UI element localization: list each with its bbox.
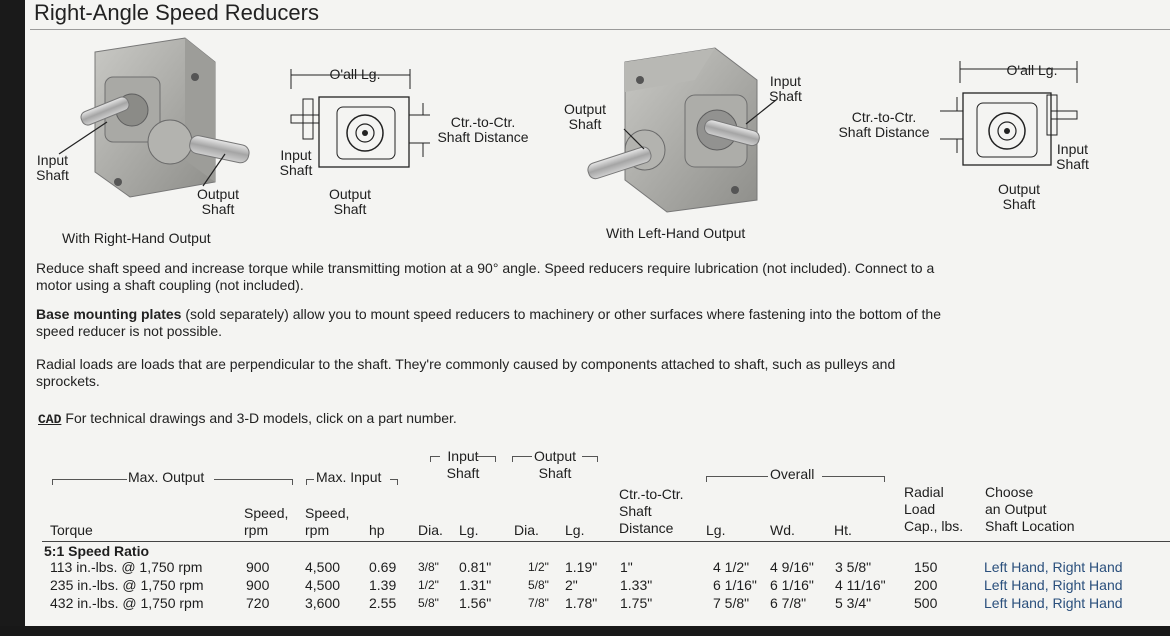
cad-note: CAD For technical drawings and 3-D models, click on a part number. — [38, 410, 457, 427]
row-3-wd: 6 7/8" — [770, 595, 807, 611]
schematic-left-oall-label: O'all Lg. — [1006, 62, 1058, 78]
schematic-left-output-label: Output Shaft — [997, 181, 1041, 212]
row-1-out-dia: 1/2" — [528, 560, 549, 574]
row-1-ht: 3 5/8" — [835, 559, 872, 575]
schematic-right-oall-label: O'all Lg. — [329, 66, 381, 82]
row-3-radial: 500 — [914, 595, 938, 611]
overall-header: Overall — [770, 466, 815, 482]
row-1-out-lg: 1.19" — [565, 559, 598, 575]
row-1-lg: 4 1/2" — [713, 559, 750, 575]
cad-icon: CAD — [38, 412, 62, 427]
row-2-out-lg: 2" — [565, 577, 578, 593]
description-lubrication: Reduce shaft speed and increase torque while transmitting motion at a 90° angle. Speed reducers require lubrication (not included). Connect to a motor using a shaft coupling (not included). — [36, 260, 935, 293]
row-3-out-lg: 1.78" — [565, 595, 598, 611]
row-2-out-speed: 900 — [246, 577, 270, 593]
row-1-in-dia: 3/8" — [418, 560, 439, 574]
photo-left-output-leader — [620, 125, 650, 155]
row-3-lg: 7 5/8" — [713, 595, 750, 611]
row-3-choose[interactable]: Left Hand, Right Hand — [984, 595, 1123, 611]
col-hp: hp — [369, 522, 385, 538]
max-output-group-rule-right — [214, 479, 292, 480]
col-overall-wd: Wd. — [770, 522, 795, 538]
col-choose-shaft: Choose an Output Shaft Location — [985, 484, 1075, 534]
row-1-choose[interactable]: Left Hand, Right Hand — [984, 559, 1123, 575]
output-shaft-header: Output Shaft — [533, 448, 577, 481]
col-output-dia: Dia. — [514, 522, 539, 538]
row-2-ctr: 1.33" — [620, 577, 653, 593]
photo-left-input-label: Input Shaft — [769, 73, 802, 104]
row-1-out-speed: 900 — [246, 559, 270, 575]
col-input-speed: Speed, rpm — [305, 505, 350, 538]
col-torque: Torque — [50, 522, 93, 538]
photo-right-output-label: Output Shaft — [196, 186, 240, 217]
photo-right-input-label: Input Shaft — [36, 152, 69, 183]
col-ctr-distance: Ctr.-to-Ctr. Shaft Distance — [619, 486, 684, 536]
left-hand-reducer-photo — [585, 40, 785, 220]
row-3-out-speed: 720 — [246, 595, 270, 611]
row-2-choose[interactable]: Left Hand, Right Hand — [984, 577, 1123, 593]
row-2-hp: 1.39 — [369, 577, 397, 593]
row-3-out-dia: 7/8" — [528, 596, 549, 610]
row-1-hp: 0.69 — [369, 559, 397, 575]
row-2-in-dia: 1/2" — [418, 578, 439, 592]
row-1-wd: 4 9/16" — [770, 559, 814, 575]
row-2-out-dia: 5/8" — [528, 578, 549, 592]
schematic-right-ctr-label: Ctr.-to-Ctr. Shaft Distance — [437, 114, 529, 145]
row-3-in-lg: 1.56" — [459, 595, 492, 611]
row-1-in-lg: 0.81" — [459, 559, 492, 575]
max-input-header: Max. Input — [316, 469, 382, 485]
photo-right-output-leader — [195, 150, 235, 190]
photo-left-output-label: Output Shaft — [563, 101, 607, 132]
row-1-in-speed: 4,500 — [305, 559, 341, 575]
row-2-radial: 200 — [914, 577, 938, 593]
row-1-ctr: 1" — [620, 559, 633, 575]
row-2-in-speed: 4,500 — [305, 577, 341, 593]
col-output-speed: Speed, rpm — [244, 505, 289, 538]
col-radial-load: Radial Load Cap., lbs. — [904, 484, 964, 534]
bottom-edge-bar — [0, 626, 1170, 636]
schematic-right-input-label: Input Shaft — [279, 147, 313, 178]
col-overall-ht: Ht. — [834, 522, 852, 538]
max-output-header: Max. Output — [128, 469, 205, 485]
left-edge-bar — [0, 0, 25, 636]
col-input-lg: Lg. — [459, 522, 479, 538]
max-output-group-rule-left — [52, 479, 127, 480]
row-3-ctr: 1.75" — [620, 595, 653, 611]
base-plates-link: Base mounting plates — [36, 306, 182, 322]
description-base-plates: Base mounting plates (sold separately) allow you to mount speed reducers to machinery or other surfaces where fastening into the bottom of the speed reducer is not possible. — [36, 306, 941, 339]
row-3-in-speed: 3,600 — [305, 595, 341, 611]
col-output-lg: Lg. — [565, 522, 585, 538]
description-radial-loads: Radial loads are loads that are perpendicular to the shaft. They're commonly caused by components attached to shaft, such as pulleys and sprockets. — [36, 356, 896, 389]
row-2-torque: 235 in.-lbs. @ 1,750 rpm — [50, 577, 204, 593]
schematic-left-input-label: Input Shaft — [1056, 141, 1089, 172]
input-shaft-header: Input Shaft — [446, 448, 480, 481]
page-title: Right-Angle Speed Reducers — [34, 0, 319, 25]
row-2-in-lg: 1.31" — [459, 577, 492, 593]
row-3-ht: 5 3/4" — [835, 595, 872, 611]
section-5-to-1: 5:1 Speed Ratio — [44, 543, 150, 559]
row-1-torque: 113 in.-lbs. @ 1,750 rpm — [50, 559, 203, 575]
col-overall-lg: Lg. — [706, 522, 726, 538]
caption-left-hand: With Left-Hand Output — [606, 225, 746, 241]
row-2-ht: 4 11/16" — [835, 577, 886, 593]
row-2-lg: 6 1/16" — [713, 577, 757, 593]
row-1-radial: 150 — [914, 559, 938, 575]
row-3-hp: 2.55 — [369, 595, 397, 611]
row-3-in-dia: 5/8" — [418, 596, 439, 610]
caption-right-hand: With Right-Hand Output — [62, 230, 211, 246]
row-2-wd: 6 1/16" — [770, 577, 814, 593]
title-divider — [30, 29, 1170, 30]
schematic-left-ctr-label: Ctr.-to-Ctr. Shaft Distance — [838, 109, 930, 140]
table-header-rule — [42, 541, 1170, 542]
col-input-dia: Dia. — [418, 522, 443, 538]
schematic-right-output-label: Output Shaft — [328, 186, 372, 217]
row-3-torque: 432 in.-lbs. @ 1,750 rpm — [50, 595, 204, 611]
